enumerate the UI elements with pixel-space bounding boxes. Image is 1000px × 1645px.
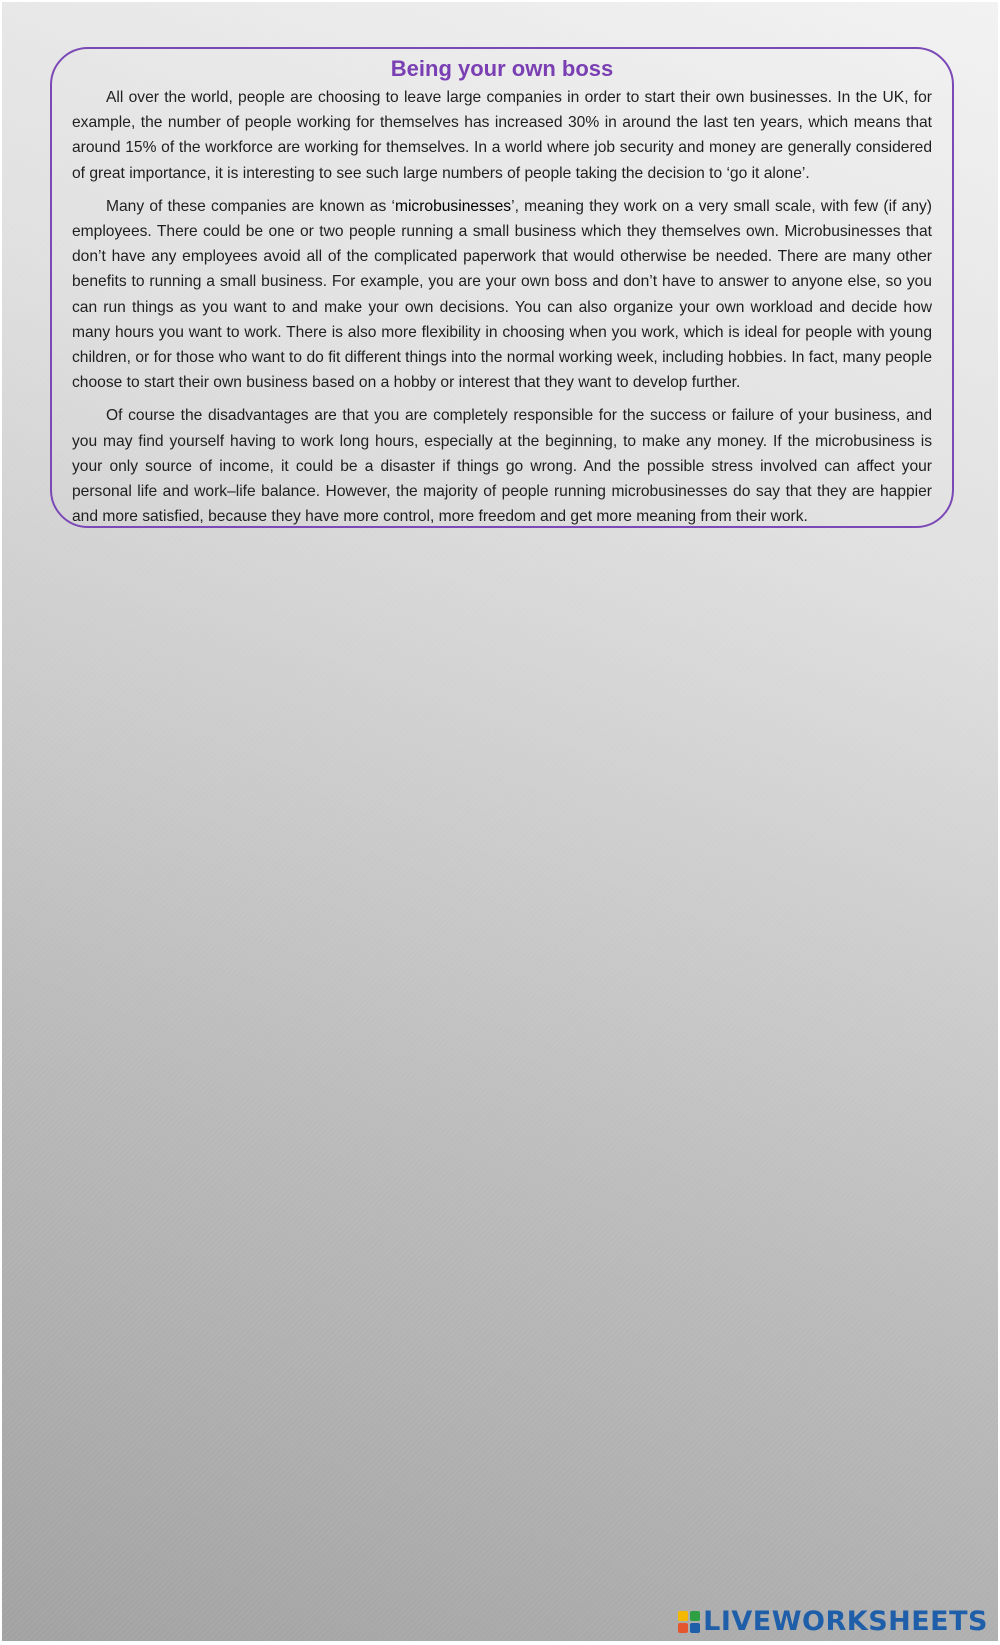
logo-square-1 <box>678 1611 688 1621</box>
logo-square-3 <box>678 1623 688 1633</box>
brand-name: LIVEWORKSHEETS <box>703 1606 988 1637</box>
liveworksheets-logo <box>678 1606 988 1637</box>
logo-square-4 <box>690 1623 700 1633</box>
paragraph-2-body: ’, meaning they work on a very small scale, with few (if any) employees. There could be one or two people running a small business which they themselves own. Microbusinesses that don’t have any employees avoid all of the complicated paperwork that would otherwise be needed. There are many other benefits to running a small business. For example, you are your own boss and don’t have to answer to anyone else, so you can run things as you want to and make your own decisions. You can also organize your own workload and decide how many hours you want to work. There is also more flexibility in choosing when you work, which is ideal for people with young children, or for those who want to do fit different things into the normal working week, including hobbies. In fact, many people choose to start their own business based on a hobby or interest that they want to develop further. <box>72 197 932 392</box>
logo-square-2 <box>690 1611 700 1621</box>
worksheet-page <box>2 2 998 1641</box>
paragraph-3: Of course the disadvantages are that you are completely responsible for the success or failure of your business, and you may find yourself having to work long hours, especially at the beginning, to make any money. If the microbusiness is your only source of income, it could be a disaster if things go wrong. And the possible stress involved can affect your personal life and work–life balance. However, the majority of people running microbusinesses do say that they are happier and more satisfied, because they have more control, more freedom and get more meaning from their work. <box>72 407 932 526</box>
logo-grid-icon <box>678 1611 700 1633</box>
paragraph-2-lead: Many of these companies are known as ‘ <box>106 197 395 215</box>
paragraph-1: All over the world, people are choosing to leave large companies in order to start their own businesses. In the UK, for example, the number of people working for themselves has increased 30% in around the last ten years, which means that around 15% of the workforce are working for themselves. In a world where job security and money are generally considered of great importance, it is interesting to see such large numbers of people taking the decision to ‘go it alone’. <box>72 89 932 182</box>
reading-title: Being your own boss <box>390 56 614 81</box>
paragraph-2 <box>72 194 932 396</box>
highlighted-term: microbusinesses <box>394 197 512 215</box>
reading-text-box <box>50 47 954 528</box>
